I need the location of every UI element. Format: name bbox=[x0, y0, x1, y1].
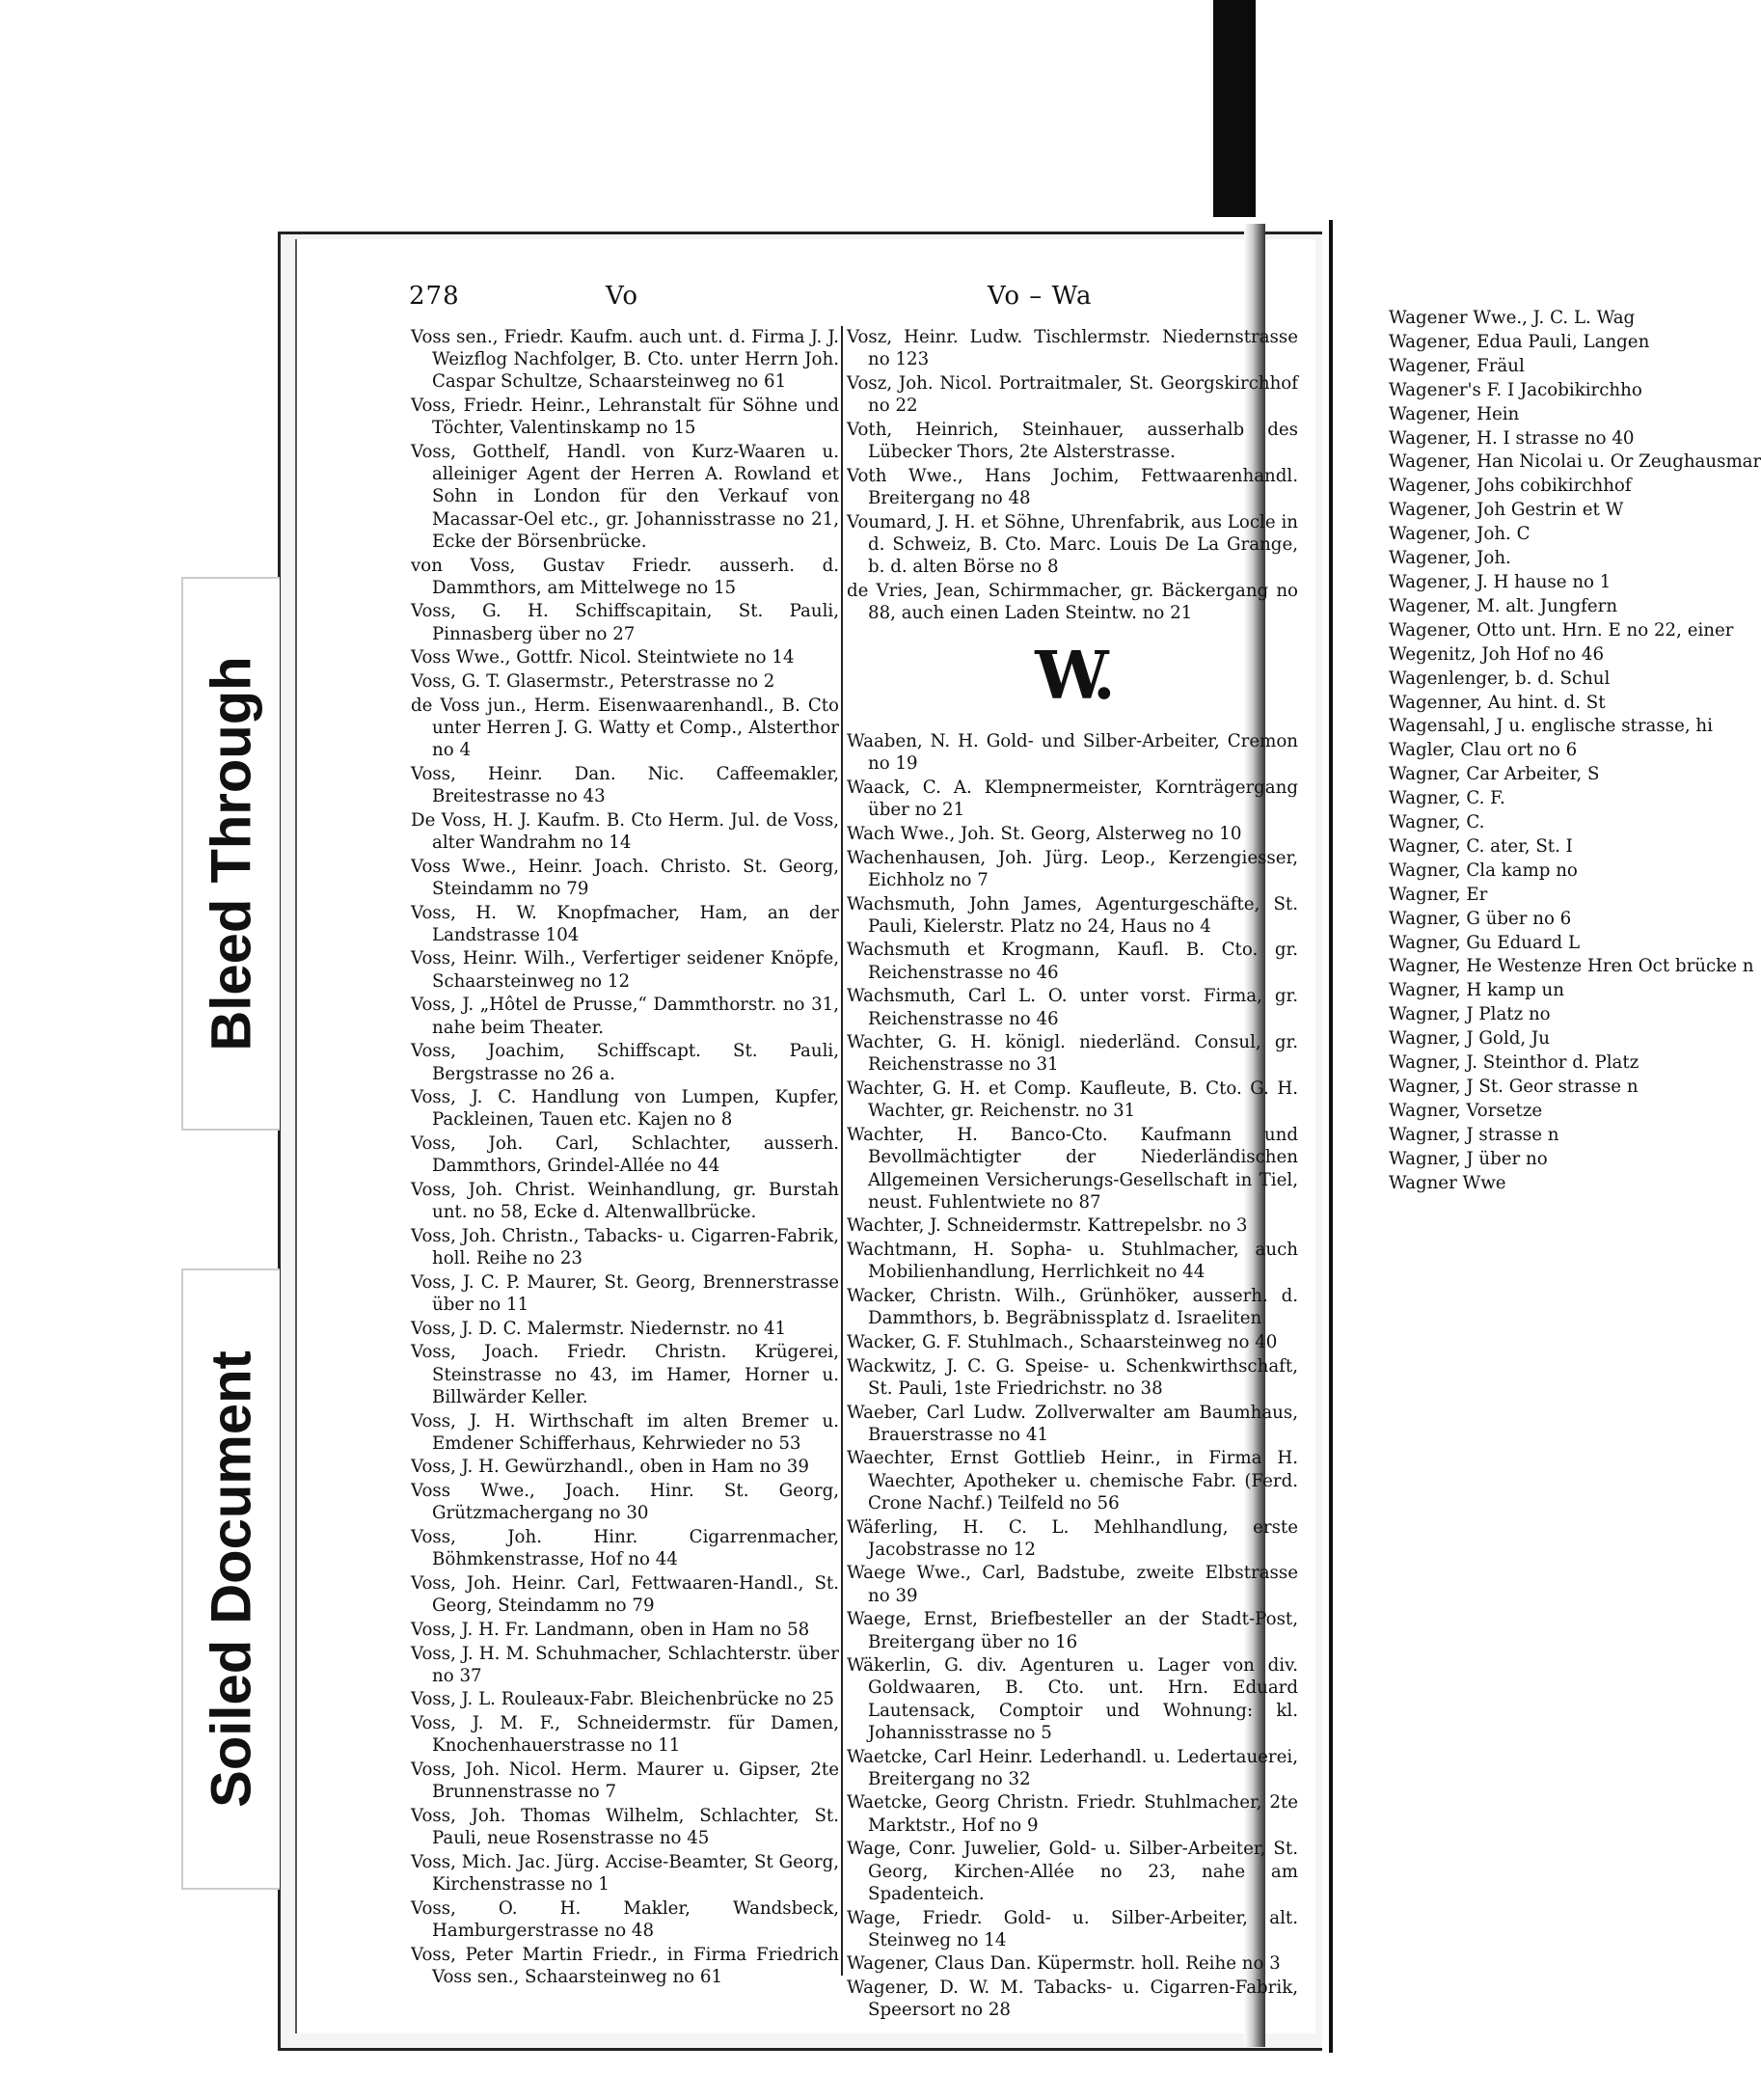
directory-entry: Waege, Ernst, Briefbesteller an der Stadt-Post, Breitergang über no 16 bbox=[847, 1609, 1298, 1652]
directory-entry: Voss Wwe., Joach. Hinr. St. Georg, Grützmachergang no 30 bbox=[411, 1481, 839, 1524]
directory-entry: Voss, Joh. Carl, Schlachter, ausserh. Dammthors, Grindel-Allée no 44 bbox=[411, 1133, 839, 1177]
directory-entry: Voss, J. „Hôtel de Prusse,“ Dammthorstr. no 31, nahe beim Theater. bbox=[411, 995, 839, 1038]
directory-entry: Voss, J. C. P. Maurer, St. Georg, Brennerstrasse über no 11 bbox=[411, 1271, 839, 1316]
directory-entry: Wagenner, Au hint. d. St bbox=[1389, 692, 1606, 713]
directory-entry: Wagner, G über no 6 bbox=[1389, 908, 1572, 929]
directory-entry: Voss, Joh. Thomas Wilhelm, Schlachter, St. Pauli, neue Rosenstrasse no 45 bbox=[411, 1806, 839, 1849]
directory-entry: Voss, J. M. F., Schneidermstr. für Damen, Knochenhauerstrasse no 11 bbox=[411, 1713, 839, 1757]
directory-entry: Wagener, Claus Dan. Küpermstr. holl. Reihe no 3 bbox=[847, 1953, 1281, 1975]
directory-entry: Wagner Wwe bbox=[1389, 1172, 1506, 1193]
directory-entry: Wachter, J. Schneidermstr. Kattrepelsbr. no 3 bbox=[847, 1215, 1248, 1237]
directory-entry: Wagener, Edua Pauli, Langen bbox=[1389, 331, 1650, 352]
directory-entry: Wegenitz, Joh Hof no 46 bbox=[1389, 643, 1605, 665]
directory-entry: Wagener, Han Nicolai u. Or Zeughausmar bbox=[1389, 451, 1761, 473]
directory-entry: Wagener, J. H hause no 1 bbox=[1389, 571, 1612, 592]
directory-entry: Voss, J. H. M. Schuhmacher, Schlachterstr. über no 37 bbox=[411, 1643, 839, 1686]
right-running-head: Vo – Wa bbox=[988, 282, 1093, 311]
directory-entry: Wagener's F. I Jacobikirchho bbox=[1389, 379, 1642, 400]
directory-entry: Voss, J. H. Fr. Landmann, oben in Ham no 58 bbox=[411, 1619, 810, 1640]
directory-entry: Vosz, Heinr. Ludw. Tischlermstr. Niedernstrasse no 123 bbox=[847, 327, 1298, 370]
directory-entry: Voss, Gotthelf, Handl. von Kurz-Waaren u. alleiniger Agent der Herren A. Rowland et Sohn in London für den Verkauf von Macassar-Oel etc., gr. Johannisstrasse no 21, Ecke der Börsenbrücke. bbox=[411, 442, 839, 552]
directory-entry: Wagner, J. Steinthor d. Platz bbox=[1389, 1052, 1639, 1074]
directory-entry: Voss, Heinr. Wilh., Verfertiger seidener Knöpfe, Schaarsteinweg no 12 bbox=[411, 948, 839, 992]
directory-entry: Wagner, C. ater, St. I bbox=[1389, 835, 1573, 857]
directory-entry: Vosz, Joh. Nicol. Portraitmaler, St. Georgskirchhof no 22 bbox=[847, 372, 1298, 417]
directory-entry: Wagner, Gu Eduard L bbox=[1389, 932, 1581, 953]
directory-entry: Wachtmann, H. Sopha- u. Stuhlmacher, auch Mobilienhandlung, Herrlichkeit no 44 bbox=[847, 1240, 1298, 1283]
directory-entry: Wage, Conr. Juwelier, Gold- u. Silber-Arbeiter, St. Georg, Kirchen-Allée no 23, nahe am Spadenteich. bbox=[847, 1839, 1298, 1904]
directory-entry: Wagener, Joh Gestrin et W bbox=[1389, 500, 1624, 521]
directory-entry: Voss, Friedr. Heinr., Lehranstalt für Söhne und Töchter, Valentinskamp no 15 bbox=[411, 395, 839, 439]
directory-entry: Voss, Mich. Jac. Jürg. Accise-Beamter, St Georg, Kirchenstrasse no 1 bbox=[411, 1851, 839, 1895]
directory-entry: Voss, Joh. Nicol. Herm. Maurer u. Gipser, 2te Brunnenstrasse no 7 bbox=[411, 1759, 839, 1803]
directory-entry: Waetcke, Georg Christn. Friedr. Stuhlmacher, 2te Marktstr., Hof no 9 bbox=[847, 1792, 1298, 1836]
soiled-document-tag bbox=[181, 1268, 280, 1890]
directory-entry: Wachsmuth et Krogmann, Kaufl. B. Cto. gr. Reichenstrasse no 46 bbox=[847, 940, 1298, 983]
directory-entry: de Vries, Jean, Schirmmacher, gr. Bäckergang no 88, auch einen Laden Steintw. no 21 bbox=[847, 580, 1298, 623]
directory-entry: De Voss, H. J. Kaufm. B. Cto Herm. Jul. de Voss, alter Wandrahm no 14 bbox=[411, 809, 839, 853]
directory-entry: Wagener, D. W. M. Tabacks- u. Cigarren-Fabrik, Speersort no 28 bbox=[847, 1977, 1298, 2021]
directory-entry: Wagner, Er bbox=[1389, 884, 1488, 905]
directory-entry: Voss, G. T. Glasermstr., Peterstrasse no 2 bbox=[411, 671, 775, 693]
left-column bbox=[411, 326, 839, 1990]
directory-entry: Voss, J. H. Wirthschaft im alten Bremer u. Emdener Schifferhaus, Kehrwieder no 53 bbox=[411, 1410, 839, 1454]
directory-entry: Voss, J. C. Handlung von Lumpen, Kupfer, Packleinen, Tauen etc. Kajen no 8 bbox=[411, 1087, 839, 1131]
soiled-document-label: Soiled Document bbox=[200, 1350, 263, 1808]
bleed-through-tag bbox=[181, 577, 280, 1131]
right-column bbox=[1389, 307, 1761, 1196]
binding-strip bbox=[1213, 0, 1256, 217]
directory-entry: Wäferling, H. C. L. Mehlhandlung, erste Jacobstrasse no 12 bbox=[847, 1516, 1298, 1560]
directory-entry: Waetcke, Carl Heinr. Lederhandl. u. Ledertauerei, Breitergang no 32 bbox=[847, 1746, 1298, 1789]
directory-entry: von Voss, Gustav Friedr. ausserh. d. Dammthors, am Mittelwege no 15 bbox=[411, 555, 839, 598]
directory-entry: Wackwitz, J. C. G. Speise- u. Schenkwirthschaft, St. Pauli, 1ste Friedrichstr. no 38 bbox=[847, 1355, 1298, 1399]
directory-entry: Wagner, J St. Geor strasse n bbox=[1389, 1077, 1639, 1097]
directory-entry: Voss Wwe., Heinr. Joach. Christo. St. Georg, Steindamm no 79 bbox=[411, 856, 839, 899]
directory-entry: Voth Wwe., Hans Jochim, Fettwaarenhandl. Breitergang no 48 bbox=[847, 465, 1298, 508]
directory-entry: Voss sen., Friedr. Kaufm. auch unt. d. Firma J. J. Weizflog Nachfolger, B. Cto. unter Herrn Joh. Caspar Schultze, Schaarsteinweg no 61 bbox=[411, 327, 839, 393]
middle-column-bottom bbox=[847, 730, 1298, 2021]
directory-entry: Wagener, Joh. bbox=[1389, 548, 1511, 569]
directory-entry: Wagler, Clau ort no 6 bbox=[1389, 740, 1578, 761]
directory-entry: de Voss jun., Herm. Eisenwaarenhandl., B. Cto unter Herren J. G. Watty et Comp., Alsterthor no 4 bbox=[411, 695, 839, 761]
directory-entry: Wagner, J Gold, Ju bbox=[1389, 1028, 1550, 1050]
directory-entry: Wagner, C. bbox=[1389, 812, 1485, 833]
directory-entry: Voss, J. H. Gewürzhandl., oben in Ham no 39 bbox=[411, 1457, 809, 1478]
column-divider bbox=[841, 326, 843, 1976]
directory-entry: Wacker, G. F. Stuhlmach., Schaarsteinweg no 40 bbox=[847, 1331, 1278, 1352]
directory-entry: Voumard, J. H. et Söhne, Uhrenfabrik, aus Locle in d. Schweiz, B. Cto. Marc. Louis De La Grange, b. d. alten Börse no 8 bbox=[847, 511, 1298, 578]
directory-entry: Wagener Wwe., J. C. L. Wag bbox=[1389, 308, 1636, 328]
directory-entry: Voss, H. W. Knopfmacher, Ham, an der Landstrasse 104 bbox=[411, 902, 839, 945]
directory-entry: Wagner, Cla kamp no bbox=[1389, 859, 1578, 881]
directory-entry: Voss, Peter Martin Friedr., in Firma Friedrich Voss sen., Schaarsteinweg no 61 bbox=[411, 1944, 839, 1987]
directory-entry: Wachenhausen, Joh. Jürg. Leop., Kerzengiesser, Eichholz no 7 bbox=[847, 847, 1298, 890]
directory-entry: Wagner, Car Arbeiter, S bbox=[1389, 764, 1600, 785]
directory-entry: Voss, Joh. Hinr. Cigarrenmacher, Böhmkenstrasse, Hof no 44 bbox=[411, 1527, 839, 1570]
directory-entry: Wagner, J über no bbox=[1389, 1148, 1548, 1169]
directory-entry: Waege Wwe., Carl, Badstube, zweite Elbstrasse no 39 bbox=[847, 1563, 1298, 1606]
directory-entry: Wagner, J strasse n bbox=[1389, 1124, 1559, 1145]
directory-entry: Wachsmuth, Carl L. O. unter vorst. Firma, gr. Reichenstrasse no 46 bbox=[847, 986, 1298, 1029]
directory-entry: Wage, Friedr. Gold- u. Silber-Arbeiter, alt. Steinweg no 14 bbox=[847, 1907, 1298, 1950]
left-running-head: Vo bbox=[606, 282, 639, 311]
directory-entry: Wäkerlin, G. div. Agenturen u. Lager von div. Goldwaaren, B. Cto. unt. Hrn. Eduard Lautensack, Comptoir und Wohnung: kl. Johannisstrasse no 5 bbox=[847, 1655, 1298, 1743]
directory-entry: Wagener, Fräul bbox=[1389, 355, 1525, 376]
directory-entry: Voss, Joh. Heinr. Carl, Fettwaaren-Handl., St. Georg, Steindamm no 79 bbox=[411, 1572, 839, 1617]
middle-column bbox=[847, 326, 1298, 2023]
directory-entry: Voss, G. H. Schiffscapitain, St. Pauli, Pinnasberg über no 27 bbox=[411, 601, 839, 644]
directory-entry: Wagenlenger, b. d. Schul bbox=[1389, 668, 1611, 689]
directory-entry: Waaben, N. H. Gold- und Silber-Arbeiter, Cremon no 19 bbox=[847, 731, 1298, 775]
directory-entry: Wagner, Vorsetze bbox=[1389, 1100, 1543, 1121]
directory-entry: Voss, Joach. Friedr. Christn. Krügerei, Steinstrasse no 43, im Hamer, Horner u. Billwärder Keller. bbox=[411, 1342, 839, 1407]
middle-column-top bbox=[847, 326, 1298, 624]
directory-entry: Wagner, H kamp un bbox=[1389, 980, 1564, 1001]
directory-entry: Voss Wwe., Gottfr. Nicol. Steintwiete no 14 bbox=[411, 647, 795, 668]
page-number: 278 bbox=[409, 282, 460, 311]
directory-entry: Voth, Heinrich, Steinhauer, ausserhalb des Lübecker Thors, 2te Alsterstrasse. bbox=[847, 419, 1298, 463]
directory-entry: Waechter, Ernst Gottlieb Heinr., in Firma H. Waechter, Apotheker u. chemische Fabr. (Ferd. Crone Nachf.) Teilfeld no 56 bbox=[847, 1448, 1298, 1514]
directory-entry: Wagener, Joh. C bbox=[1389, 524, 1531, 545]
directory-entry: Wagner, C. F. bbox=[1389, 788, 1505, 809]
directory-entry: Wagener, M. alt. Jungfern bbox=[1389, 595, 1618, 616]
directory-entry: Wagner, J Platz no bbox=[1389, 1004, 1551, 1025]
directory-entry: Voss, O. H. Makler, Wandsbeck, Hamburgerstrasse no 48 bbox=[411, 1897, 839, 1942]
directory-entry: Voss, Heinr. Dan. Nic. Caffeemakler, Breitestrasse no 43 bbox=[411, 763, 839, 807]
directory-entry: Voss, Joh. Christ. Weinhandlung, gr. Burstah unt. no 58, Ecke d. Altenwallbrücke. bbox=[411, 1180, 839, 1223]
directory-entry: Voss, Joachim, Schiffscapt. St. Pauli, Bergstrasse no 26 a. bbox=[411, 1041, 839, 1084]
directory-entry: Wagner, He Westenze Hren Oct brücke n bbox=[1389, 956, 1754, 977]
section-letter: W. bbox=[1035, 638, 1110, 716]
directory-entry: Wachter, G. H. königl. niederländ. Consul, gr. Reichenstrasse no 31 bbox=[847, 1032, 1298, 1076]
directory-entry: Waeber, Carl Ludw. Zollverwalter am Baumhaus, Brauerstrasse no 41 bbox=[847, 1402, 1298, 1445]
directory-entry: Wachsmuth, John James, Agenturgeschäfte, St. Pauli, Kielerstr. Platz no 24, Haus no 4 bbox=[847, 893, 1298, 937]
directory-entry: Waack, C. A. Klempnermeister, Kornträgergang über no 21 bbox=[847, 777, 1298, 821]
directory-entry: Voss, J. D. C. Malermstr. Niedernstr. no 41 bbox=[411, 1318, 787, 1339]
directory-entry: Wagener, Hein bbox=[1389, 403, 1520, 424]
directory-entry: Wagener, Johs cobikirchhof bbox=[1389, 476, 1632, 497]
directory-entry: Wachter, G. H. et Comp. Kaufleute, B. Cto. G. H. Wachter, gr. Reichenstr. no 31 bbox=[847, 1078, 1298, 1122]
directory-entry: Voss, J. L. Rouleaux-Fabr. Bleichenbrücke no 25 bbox=[411, 1689, 834, 1710]
directory-entry: Wach Wwe., Joh. St. Georg, Alsterweg no 10 bbox=[847, 823, 1242, 844]
directory-entry: Wachter, H. Banco-Cto. Kaufmann und Bevollmächtigter der Niederländischen Allgemeinen Versicherungs-Gesellschaft in Tiel, neust. Fuhlentwiete no 87 bbox=[847, 1125, 1298, 1213]
directory-entry: Voss, Joh. Christn., Tabacks- u. Cigarren-Fabrik, holl. Reihe no 23 bbox=[411, 1225, 839, 1269]
directory-entry: Wacker, Christn. Wilh., Grünhöker, ausserh. d. Dammthors, b. Begräbnissplatz d. Israeliten bbox=[847, 1286, 1298, 1329]
directory-entry: Wagener, Otto unt. Hrn. E no 22, einer bbox=[1389, 619, 1734, 641]
directory-entry: Wagensahl, J u. englische strasse, hi bbox=[1389, 716, 1713, 737]
directory-entry: Wagener, H. I strasse no 40 bbox=[1389, 427, 1635, 449]
bleed-through-label: Bleed Through bbox=[200, 656, 263, 1051]
